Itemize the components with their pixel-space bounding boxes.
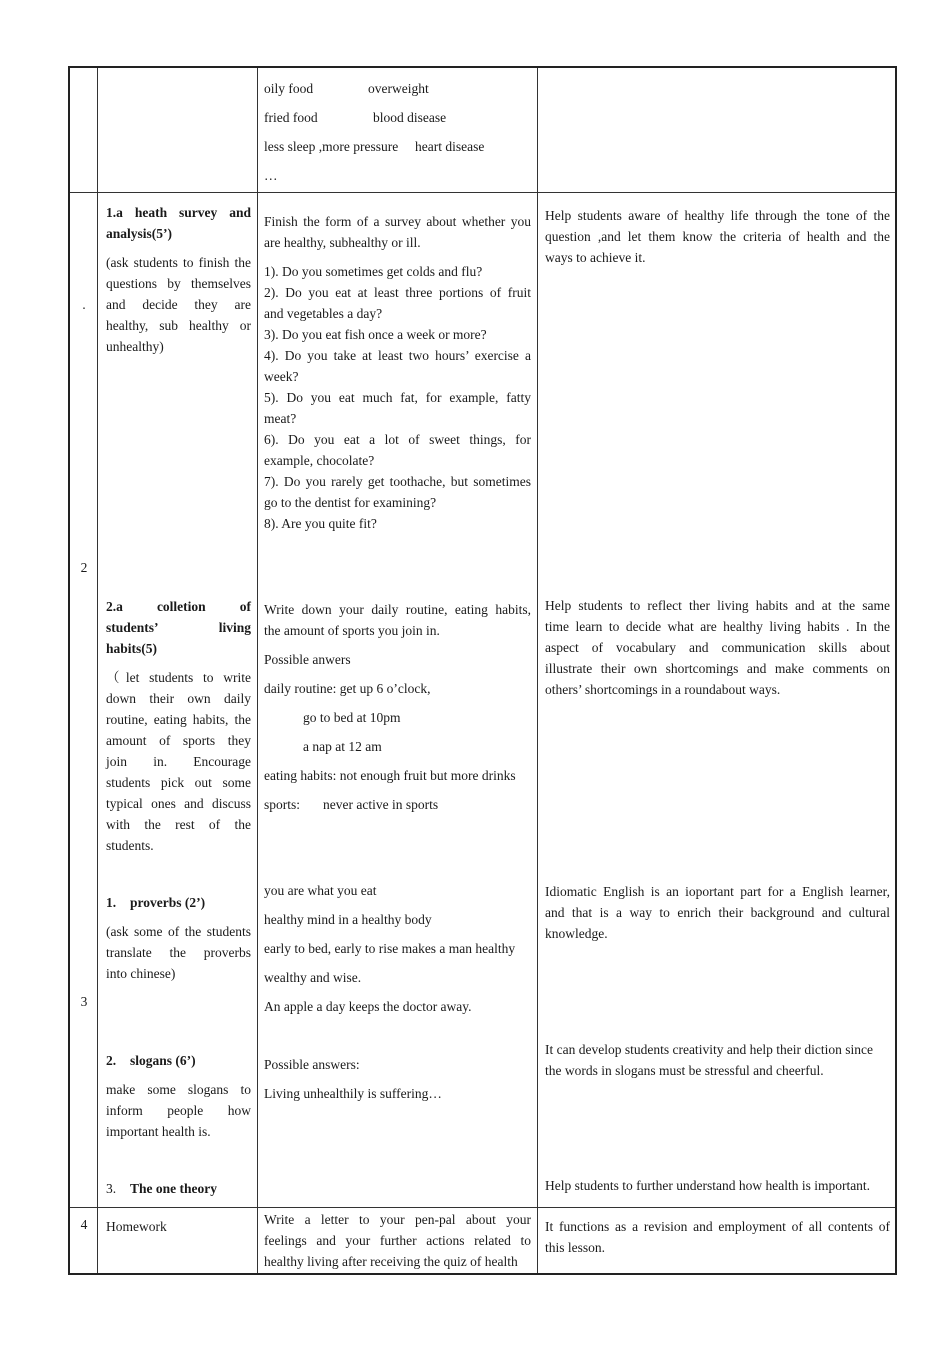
step-description: and decide they are	[106, 297, 251, 312]
lesson-plan-table	[68, 66, 897, 1275]
survey-question: go to the dentist for examining?	[264, 495, 437, 510]
step-description: into chinese)	[106, 966, 176, 981]
proverb: healthy mind in a healthy body	[264, 912, 432, 927]
row-divider	[70, 192, 895, 193]
step-index: 3.	[106, 1181, 117, 1196]
content-line: Write down your daily routine, eating habits,	[264, 602, 531, 617]
content-item: fried food	[264, 110, 318, 125]
purpose-line: others’ shortcomings in a roundabout ways.	[545, 682, 781, 697]
step-description: with the rest of the	[106, 817, 251, 832]
proverb: wealthy and wise.	[264, 970, 362, 985]
content-line: healthy living after receiving the quiz of health	[264, 1254, 518, 1269]
row-number: 2	[80, 560, 88, 575]
purpose-line: It can develop students creativity and help their diction since	[545, 1042, 874, 1057]
purpose-line: this lesson.	[545, 1240, 606, 1255]
survey-question: and vegetables a day?	[264, 306, 383, 321]
step-description: students.	[106, 838, 154, 853]
step-title: habits(5)	[106, 641, 158, 656]
step-description: healthy, sub healthy or	[106, 318, 251, 333]
step-index: 1.	[106, 895, 117, 910]
step-title: Homework	[106, 1219, 167, 1234]
step-description: inform people how	[106, 1103, 251, 1118]
content-item: oily food	[264, 81, 314, 96]
survey-question: example, chocolate?	[264, 453, 375, 468]
step-description: (ask some of the students	[106, 924, 251, 939]
content-line: never active in sports	[323, 797, 439, 812]
row-marker: ·	[81, 301, 87, 316]
step-title: proverbs (2’)	[130, 895, 206, 910]
content-item: overweight	[368, 81, 429, 96]
purpose-line: ways to achieve it.	[545, 250, 646, 265]
purpose-line: Help students to reflect ther living habits and at the same	[545, 598, 890, 613]
content-item: heart disease	[415, 139, 485, 154]
content-line: feelings and your further actions related to	[264, 1233, 531, 1248]
step-description: unhealthy)	[106, 339, 164, 354]
content-item: …	[264, 168, 278, 183]
step-description: （let students to write	[106, 670, 251, 685]
proverb: early to bed, early to rise makes a man healthy	[264, 941, 516, 956]
step-title: students’ living	[106, 620, 251, 635]
content-line: go to bed at 10pm	[303, 710, 401, 725]
step-title: 1.a heath survey and	[106, 205, 251, 220]
content-line: a nap at 12 am	[303, 739, 382, 754]
purpose-line: Help students to further understand how health is important.	[545, 1178, 871, 1193]
step-title: 2.a colletion of	[106, 599, 251, 614]
purpose-line: time learn to decide what are healthy living habits . In the	[545, 619, 890, 634]
survey-question: 3). Do you eat fish once a week or more?	[264, 327, 487, 342]
step-description: important health is.	[106, 1124, 211, 1139]
purpose-line: the words in slogans must be stressful and cheerful.	[545, 1063, 824, 1078]
content-line: daily routine: get up 6 o’clock,	[264, 681, 431, 696]
content-line: Possible anwers	[264, 652, 351, 667]
step-description: join in. Encourage	[106, 754, 251, 769]
step-description: translate the proverbs	[106, 945, 251, 960]
step-description: amount of sports they	[106, 733, 251, 748]
content-line: Living unhealthily is suffering…	[264, 1086, 442, 1101]
content-line: are healthy, subhealthy or ill.	[264, 235, 421, 250]
step-description: down their own daily	[106, 691, 251, 706]
row-divider	[70, 1207, 895, 1208]
step-description: routine, eating habits, the	[106, 712, 251, 727]
row-number: 4	[80, 1217, 88, 1232]
purpose-line: It functions as a revision and employment of all contents of	[545, 1219, 890, 1234]
purpose-line: aspect of vocabulary and communication skills about	[545, 640, 890, 655]
content-line: sports:	[264, 797, 301, 812]
content-line: Possible answers:	[264, 1057, 360, 1072]
survey-question: 6). Do you eat a lot of sweet things, for	[264, 432, 531, 447]
content-line: the amount of sports you join in.	[264, 623, 440, 638]
survey-question: 8). Are you quite fit?	[264, 516, 377, 531]
survey-question: 2). Do you eat at least three portions of fruit	[264, 285, 531, 300]
proverb: you are what you eat	[264, 883, 377, 898]
step-title: slogans (6’)	[130, 1053, 196, 1068]
content-line: Finish the form of a survey about whether you	[264, 214, 531, 229]
row-number: 3	[80, 994, 88, 1009]
purpose-line: illustrate their own shortcomings and make comments on	[545, 661, 890, 676]
content-line: Write a letter to your pen-pal about your	[264, 1212, 531, 1227]
survey-question: 7). Do you rarely get toothache, but sometimes	[264, 474, 531, 489]
step-description: (ask students to finish the	[106, 255, 251, 270]
step-description: students pick out some	[106, 775, 251, 790]
purpose-line: knowledge.	[545, 926, 608, 941]
step-description: make some slogans to	[106, 1082, 251, 1097]
purpose-line: question ,and let them know the criteria of health and the	[545, 229, 890, 244]
content-item: blood disease	[373, 110, 447, 125]
column-divider	[97, 68, 98, 1273]
proverb: An apple a day keeps the doctor away.	[264, 999, 472, 1014]
step-title: analysis(5’)	[106, 226, 173, 241]
step-index: 2.	[106, 1053, 117, 1068]
content-line: eating habits: not enough fruit but more drinks	[264, 768, 516, 783]
step-description: typical ones and discuss	[106, 796, 251, 811]
column-divider	[537, 68, 538, 1273]
step-title: The one theory	[130, 1181, 217, 1196]
survey-question: 5). Do you eat much fat, for example, fatty	[264, 390, 531, 405]
purpose-line: and that is a way to enrich their background and cultural	[545, 905, 890, 920]
content-item: less sleep ,more pressure	[264, 139, 399, 154]
survey-question: meat?	[264, 411, 297, 426]
survey-question: week?	[264, 369, 299, 384]
column-divider	[257, 68, 258, 1273]
survey-question: 1). Do you sometimes get colds and flu?	[264, 264, 483, 279]
step-description: questions by themselves	[106, 276, 251, 291]
survey-question: 4). Do you take at least two hours’ exercise a	[264, 348, 531, 363]
purpose-line: Help students aware of healthy life through the tone of the	[545, 208, 890, 223]
purpose-line: Idiomatic English is an ioportant part for a English learner,	[545, 884, 890, 899]
